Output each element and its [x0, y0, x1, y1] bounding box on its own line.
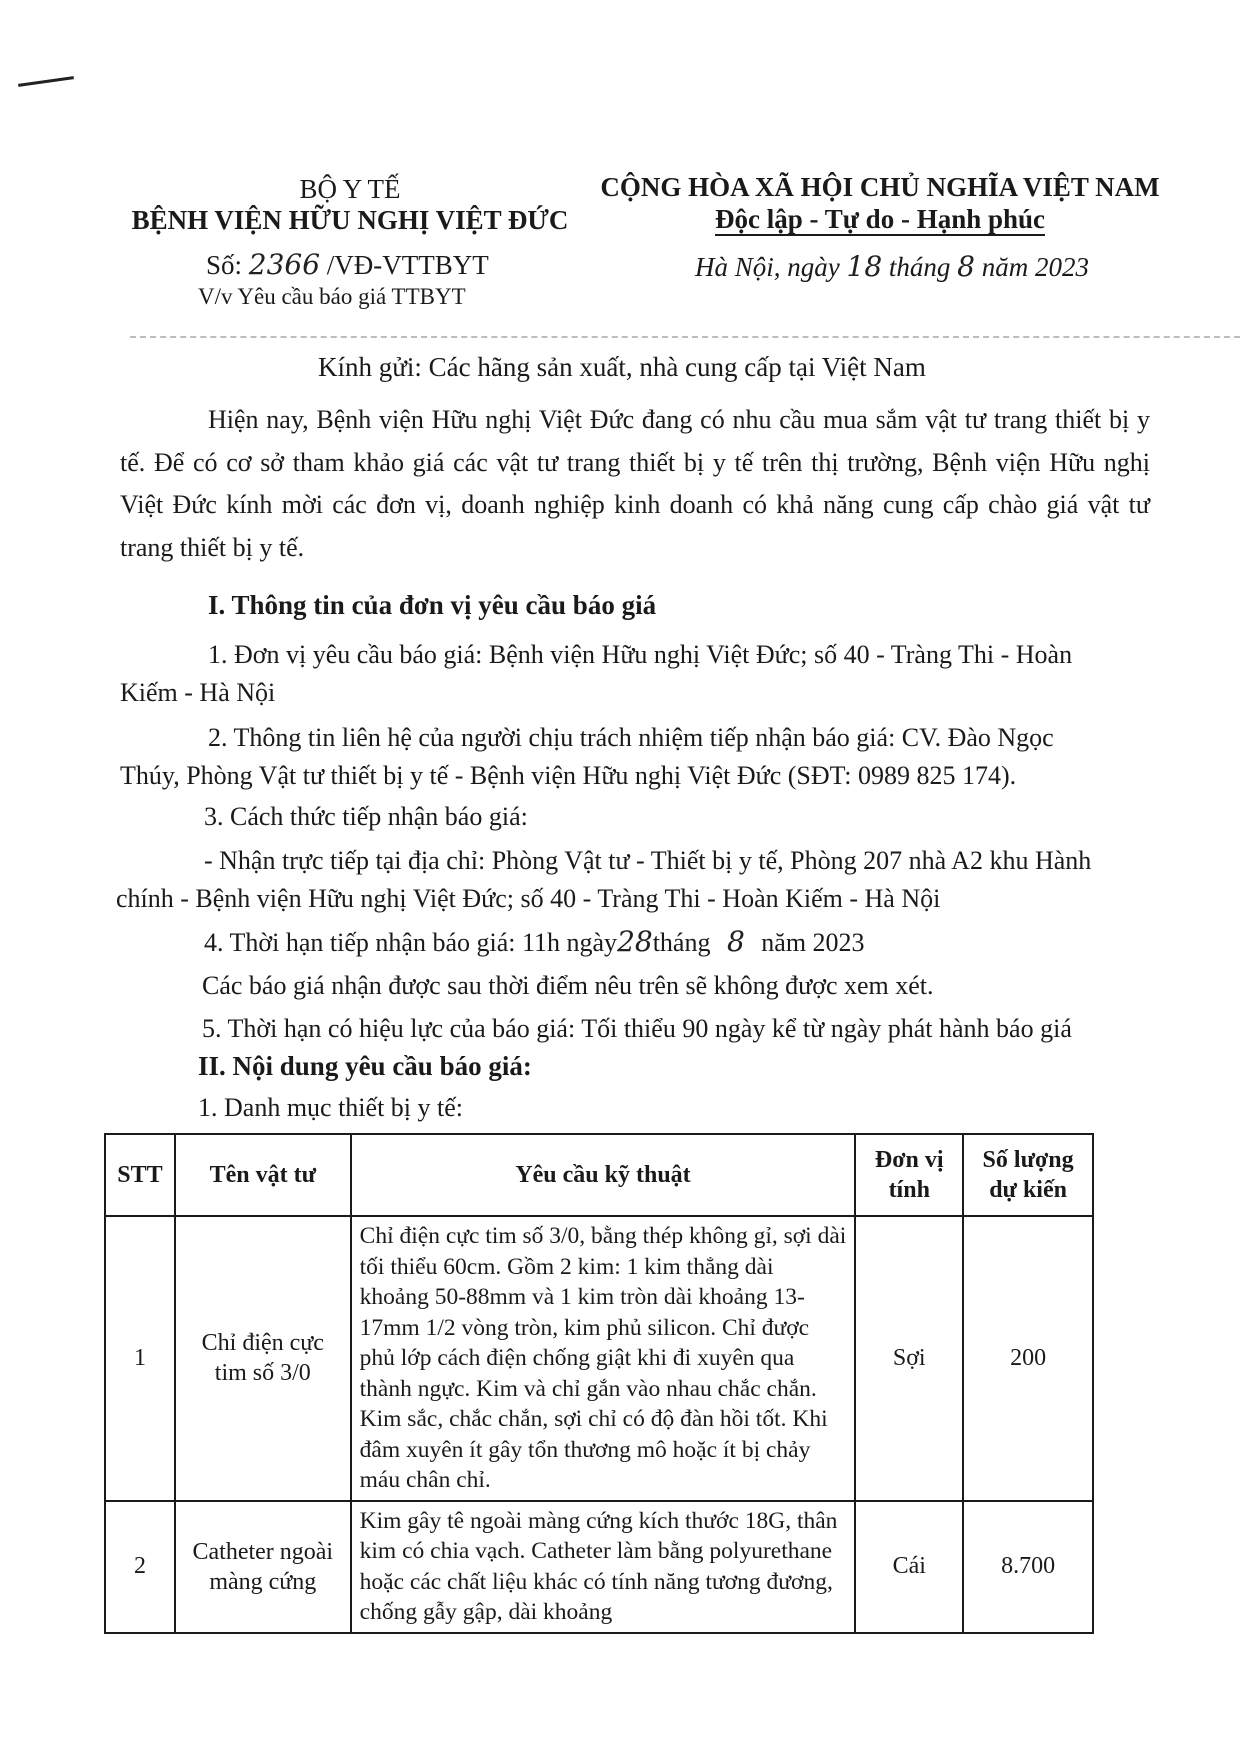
header-divider: [130, 336, 1240, 338]
header-quantity: [963, 1134, 1093, 1216]
section-1-item-2: 2. Thông tin liên hệ của người chịu trách nhiệm tiếp nhận báo giá: CV. Đào Ngọc: [208, 723, 1054, 752]
row-2-item-name: [175, 1501, 351, 1633]
item-4-year: năm 2023: [761, 928, 865, 957]
equipment-table: [104, 1133, 1094, 1634]
doc-no-suffix: /VĐ-VTTBYT: [326, 250, 489, 280]
row-1-quantity: 200: [963, 1216, 1093, 1501]
date-day-handwritten: 18: [846, 250, 883, 283]
row-1-stt: 1: [105, 1216, 175, 1501]
item-4-prefix: 4. Thời hạn tiếp nhận báo giá: 11h ngày: [204, 928, 618, 957]
item-4-month-label: tháng: [652, 928, 711, 957]
doc-no-handwritten: 2366: [248, 248, 321, 281]
table-row: [105, 1216, 1093, 1501]
row-1-name-line-1: Chỉ điện cực: [201, 1330, 324, 1357]
item-4-day-handwritten: 28: [617, 925, 653, 958]
date-prefix: Hà Nội, ngày: [695, 252, 840, 282]
date-year: năm 2023: [981, 252, 1089, 282]
section-1-item-3-detail: - Nhận trực tiếp tại địa chỉ: Phòng Vật tư - Thiết bị y tế, Phòng 207 nhà A2 khu Hành: [204, 846, 1092, 875]
motto-text: Độc lập - Tự do - Hạnh phúc: [714, 204, 1046, 234]
row-1-item-name: [175, 1216, 351, 1501]
section-2-title: II. Nội dung yêu cầu báo giá:: [198, 1051, 532, 1081]
section-2-item-1: 1. Danh mục thiết bị y tế:: [198, 1093, 464, 1122]
item-4-month-handwritten: 8: [726, 925, 745, 958]
section-1-item-1-cont: Kiếm - Hà Nội: [120, 678, 276, 707]
row-1-name-line-2: tim số 3/0: [214, 1360, 311, 1387]
section-1-item-2-cont: Thúy, Phòng Vật tư thiết bị y tế - Bệnh viện Hữu nghị Việt Đức (SĐT: 0989 825 174).: [120, 761, 1017, 790]
table-row: [105, 1501, 1093, 1633]
document-date: [695, 250, 1089, 283]
section-1-item-3-detail-cont: chính - Bệnh viện Hữu nghị Việt Đức; số 40 - Tràng Thi - Hoàn Kiếm - Hà Nội: [116, 884, 941, 913]
section-1-item-3: 3. Cách thức tiếp nhận báo giá:: [204, 802, 528, 831]
row-2-quantity: 8.700: [963, 1501, 1093, 1633]
row-1-unit: Sợi: [855, 1216, 963, 1501]
section-1-item-1: 1. Đơn vị yêu cầu báo giá: Bệnh viện Hữu nghị Việt Đức; số 40 - Tràng Thi - Hoàn: [208, 640, 1073, 669]
header-unit-line-1: Đơn vị: [874, 1147, 944, 1173]
pen-stroke-mark: [18, 76, 74, 87]
row-2-name-line-2: màng cứng: [209, 1568, 317, 1595]
intro-paragraph: Hiện nay, Bệnh viện Hữu nghị Việt Đức đang có nhu cầu mua sắm vật tư trang thiết bị y tế. Để có cơ sở tham khảo giá các vật tư trang thiết bị y tế trên thị trường, Bệnh viện Hữu nghị Việt Đức kính mời các đơn vị, doanh nghiệp kinh doanh có khả năng cung cấp chào giá vật tư trang thiết bị y tế.: [120, 405, 1150, 562]
row-2-name-line-1: Catheter ngoài: [192, 1538, 334, 1565]
header-technical-spec: Yêu cầu kỹ thuật: [351, 1134, 856, 1216]
header-unit: [855, 1134, 963, 1216]
late-quote-note: Các báo giá nhận được sau thời điểm nêu trên sẽ không được xem xét.: [202, 971, 934, 1000]
header-quantity-line-1: Số lượng: [982, 1147, 1074, 1173]
document-subject: V/v Yêu cầu báo giá TTBYT: [198, 284, 466, 309]
nation-title: CỘNG HÒA XÃ HỘI CHỦ NGHĨA VIỆT NAM: [600, 172, 1160, 202]
hospital-name: [120, 205, 580, 236]
date-month-handwritten: 8: [957, 250, 975, 283]
row-1-technical-spec: Chỉ điện cực tim số 3/0, bằng thép không gỉ, sợi dài tối thiểu 60cm. Gồm 2 kim: 1 kim thẳng dài khoảng 50-88mm và 1 kim tròn dài khoảng 13-17mm 1/2 vòng tròn, kim phủ silicon. Chỉ được phủ lớp cách điện chống giật khi đi xuyên qua thành ngực. Kim và chỉ gắn vào nhau chắc chắn. Kim sắc, chắc chắn, sợi chỉ có độ đàn hồi tốt. Khi đâm xuyên ít gây tổn thương mô hoặc ít bị chảy máu chân chỉ.: [351, 1216, 856, 1501]
header-item-name: Tên vật tư: [175, 1134, 351, 1216]
header-stt: STT: [105, 1134, 175, 1216]
section-1-item-4: [204, 925, 865, 958]
date-month-label: tháng: [888, 252, 951, 282]
header-quantity-line-2: dự kiến: [989, 1177, 1067, 1203]
hospital-name-text: BỆNH VIỆN HỮU NGHỊ VIỆT ĐỨC: [131, 205, 569, 235]
header-unit-line-2: tính: [888, 1177, 930, 1203]
document-number: [206, 248, 489, 281]
row-2-technical-spec: Kim gây tê ngoài màng cứng kích thước 18G, thân kim có chia vạch. Catheter làm bằng polyurethane hoặc các chất liệu khác có tính năng tương đương, chống gẫy gập, dài khoảng: [351, 1501, 856, 1633]
section-1-title: I. Thông tin của đơn vị yêu cầu báo giá: [208, 590, 657, 620]
row-2-unit: Cái: [855, 1501, 963, 1633]
national-motto: [590, 204, 1170, 235]
table-header-row: [105, 1134, 1093, 1216]
row-2-stt: 2: [105, 1501, 175, 1633]
section-1-item-5: 5. Thời hạn có hiệu lực của báo giá: Tối thiểu 90 ngày kể từ ngày phát hành báo giá: [202, 1014, 1072, 1043]
ministry-name: BỘ Y TẾ: [299, 174, 401, 204]
recipient-line: Kính gửi: Các hãng sản xuất, nhà cung cấp tại Việt Nam: [318, 352, 926, 382]
doc-no-prefix: Số:: [206, 250, 243, 280]
